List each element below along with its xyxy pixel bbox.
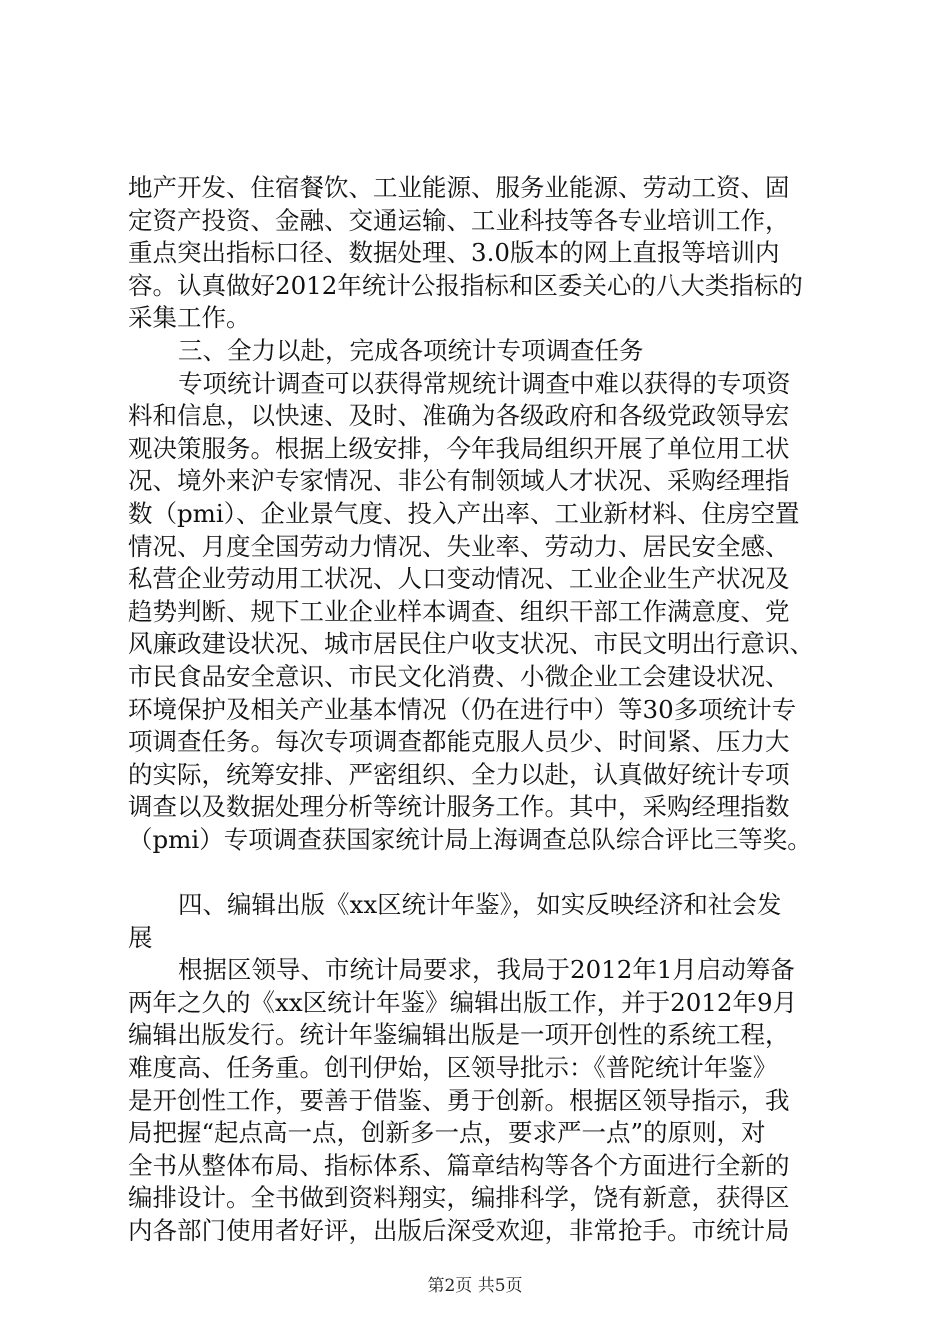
blank-line bbox=[128, 856, 840, 889]
text-line: 内各部门使用者好评，出版后深受欢迎，非常抢手。市统计局 bbox=[128, 1216, 790, 1245]
text-line: 容。认真做好2012年统计公报指标和区委关心的八大类指标的 bbox=[128, 270, 803, 300]
text-line: 重点突出指标口径、数据处理、3.0版本的网上直报等培训内 bbox=[128, 238, 780, 268]
text-line: 展 bbox=[128, 922, 153, 952]
text-line: 况、境外来沪专家情况、非公有制领域人才状况、采购经理指 bbox=[128, 466, 790, 496]
text-line: 风廉政建设状况、城市居民住户收支状况、市民文明出行意识、 bbox=[128, 629, 814, 659]
text-line: （pmi）专项调查获国家统计局上海调查总队综合评比三等奖。 bbox=[128, 824, 812, 854]
text-line: 观决策服务。根据上级安排，今年我局组织开展了单位用工状 bbox=[128, 433, 790, 463]
text-line: 四、编辑出版《xx区统计年鉴》，如实反映经济和社会发 bbox=[178, 890, 782, 920]
text-line: 编排设计。全书做到资料翔实，编排科学，饶有新意，获得区 bbox=[128, 1183, 790, 1213]
text-line: 难度高、任务重。创刊伊始，区领导批示：《普陀统计年鉴》 bbox=[128, 1053, 778, 1083]
text-line: 的实际，统筹安排、严密组织、全力以赴，认真做好统计专项 bbox=[128, 759, 790, 789]
text-line: 地产开发、住宿餐饮、工业能源、服务业能源、劳动工资、固 bbox=[128, 173, 790, 202]
text-line: 数（pmi）、企业景气度、投入产出率、工业新材料、住房空置 bbox=[128, 498, 800, 528]
text-line: 两年之久的《xx区统计年鉴》编辑出版工作，并于2012年9月 bbox=[128, 987, 798, 1017]
document-body bbox=[128, 172, 840, 1248]
text-line: 三、全力以赴，完成各项统计专项调查任务 bbox=[178, 335, 644, 365]
text-line: 趋势判断、规下工业企业样本调查、组织干部工作满意度、党 bbox=[128, 596, 790, 626]
text-line: 环境保护及相关产业基本情况（仍在进行中）等30多项统计专 bbox=[128, 694, 797, 724]
text-line: 是开创性工作，要善于借鉴、勇于创新。根据区领导指示，我 bbox=[128, 1085, 790, 1115]
text-line: 市民食品安全意识、市民文化消费、小微企业工会建设状况、 bbox=[128, 661, 790, 691]
text-line: 情况、月度全国劳动力情况、失业率、劳动力、居民安全感、 bbox=[128, 531, 790, 561]
text-line: 项调查任务。每次专项调查都能克服人员少、时间紧、压力大 bbox=[128, 727, 790, 757]
text-line: 编辑出版发行。统计年鉴编辑出版是一项开创性的系统工程， bbox=[128, 1020, 790, 1050]
text-line: 采集工作。 bbox=[128, 303, 251, 333]
text-line: 局把握“起点高一点，创新多一点，要求严一点”的原则，对 bbox=[128, 1118, 766, 1148]
text-line: 料和信息，以快速、及时、准确为各级政府和各级党政领导宏 bbox=[128, 401, 790, 431]
page-footer: 第2页 共5页 bbox=[427, 1276, 523, 1296]
text-line: 调查以及数据处理分析等统计服务工作。其中，采购经理指数 bbox=[128, 792, 790, 822]
text-line: 定资产投资、金融、交通运输、工业科技等各专业培训工作， bbox=[128, 205, 790, 235]
text-line: 专项统计调查可以获得常规统计调查中难以获得的专项资 bbox=[178, 368, 791, 398]
text-line: 根据区领导、市统计局要求，我局于2012年1月启动筹备 bbox=[178, 955, 795, 985]
text-line: 全书从整体布局、指标体系、篇章结构等各个方面进行全新的 bbox=[128, 1150, 790, 1180]
text-line: 私营企业劳动用工状况、人口变动情况、工业企业生产状况及 bbox=[128, 564, 790, 594]
